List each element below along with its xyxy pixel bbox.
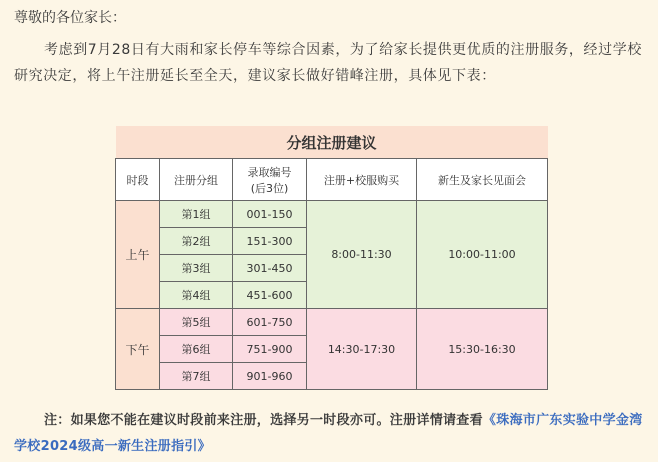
code-cell: 151-300 [233,228,307,255]
period-am: 上午 [116,201,160,309]
table-title: 分组注册建议 [116,126,548,159]
group-cell: 第6组 [160,336,233,363]
code-cell: 001-150 [233,201,307,228]
code-cell: 901-960 [233,363,307,390]
am-register-time: 8:00-11:30 [307,201,417,309]
period-pm: 下午 [116,309,160,390]
registration-table [115,126,547,390]
header-register: 注册+校服购买 [307,159,417,201]
table-header-row [116,159,548,201]
greeting: 尊敬的各位家长： [14,10,126,26]
group-cell: 第2组 [160,228,233,255]
group-cell: 第3组 [160,255,233,282]
code-cell: 301-450 [233,255,307,282]
group-cell: 第7组 [160,363,233,390]
note-text: 注：如果您不能在建议时段前来注册，选择另一时段亦可。注册详情请查看 [44,413,483,428]
group-cell: 第5组 [160,309,233,336]
note-paragraph [14,408,654,460]
intro-text: 考虑到7月28日有大雨和家长停车等综合因素，为了给家长提供更优质的注册服务，经过学校研究决定，将上午注册延长至全天，建议家长做好错峰注册，具体见下表： [14,42,642,84]
header-group: 注册分组 [160,159,233,201]
table-row [116,309,548,336]
pm-meeting-time: 15:30-16:30 [417,309,548,390]
table-row [116,201,548,228]
code-cell: 451-600 [233,282,307,309]
header-meeting: 新生及家长见面会 [417,159,548,201]
header-code-line2: (后3位) [250,181,289,195]
code-cell: 601-750 [233,309,307,336]
header-code [233,159,307,201]
header-period: 时段 [116,159,160,201]
group-cell: 第1组 [160,201,233,228]
group-cell: 第4组 [160,282,233,309]
code-cell: 751-900 [233,336,307,363]
pm-register-time: 14:30-17:30 [307,309,417,390]
header-code-line1: 录取编号 [247,165,292,179]
registration-guide-link[interactable]: 《珠海市广东实验中学金湾学校2024级高一新生注册指引》 [14,413,643,454]
am-meeting-time: 10:00-11:00 [417,201,548,309]
intro-paragraph [14,37,652,89]
